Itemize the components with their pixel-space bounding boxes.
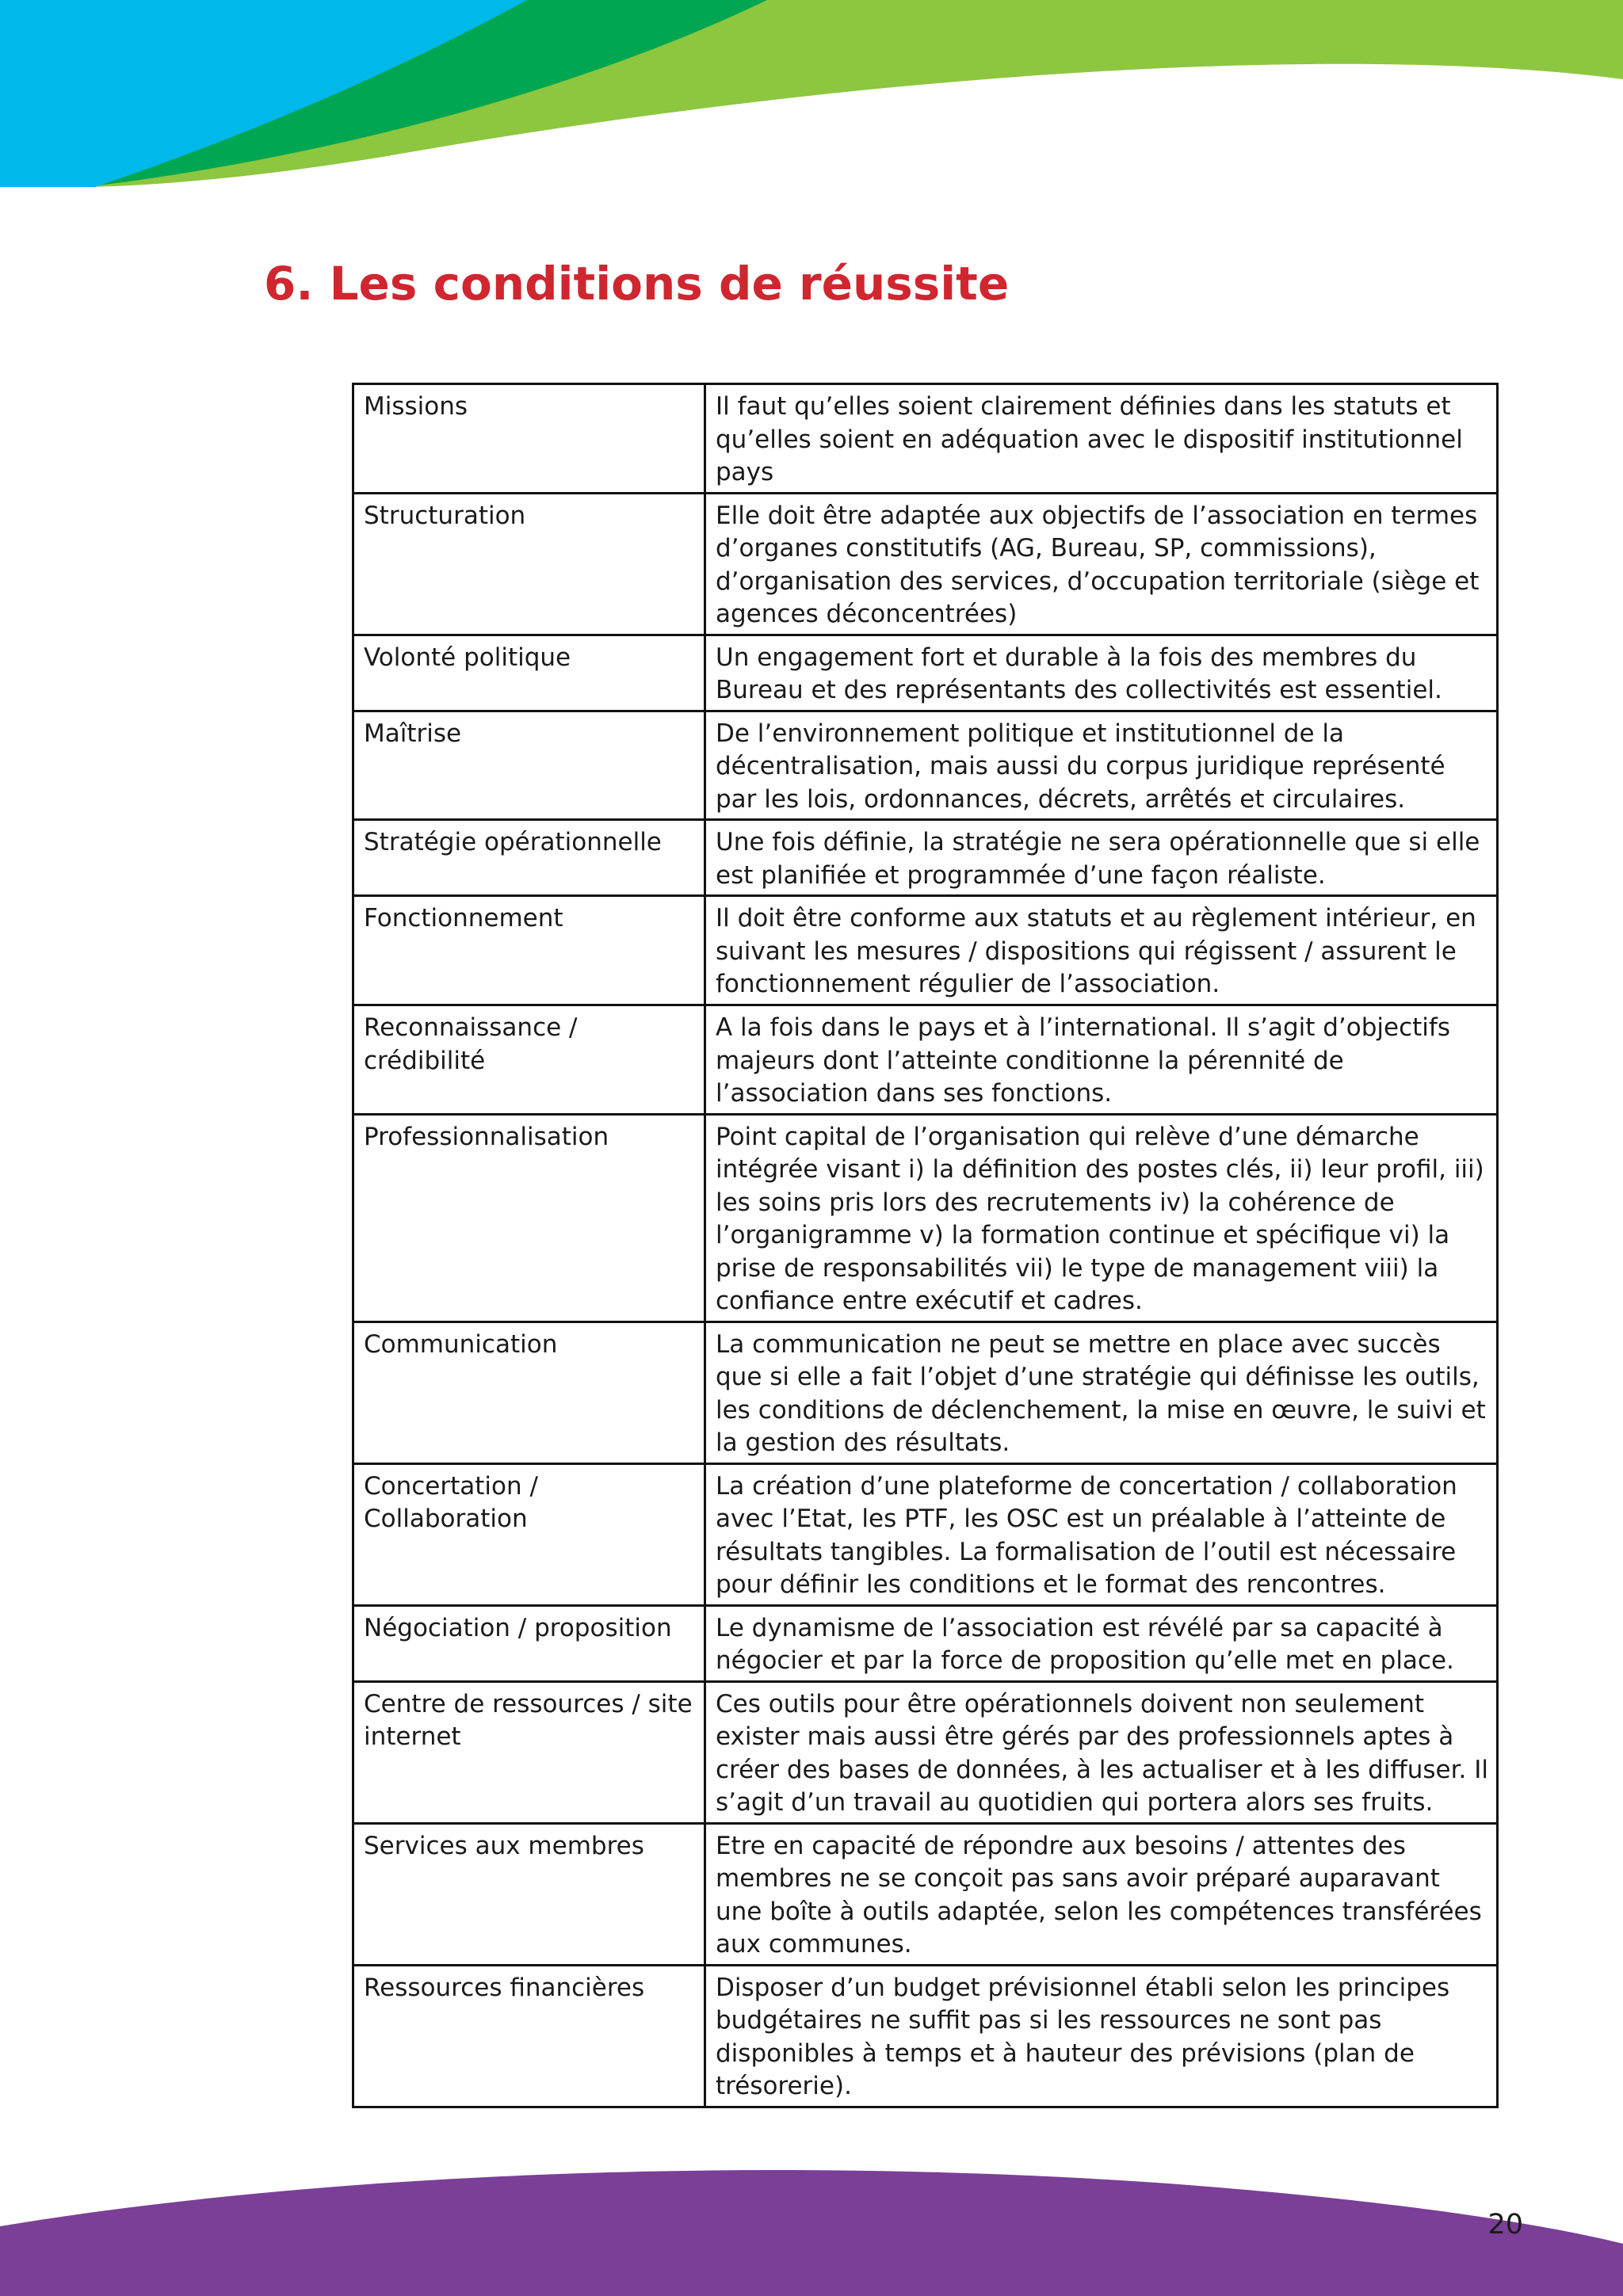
table-row: [353, 1322, 1498, 1463]
condition-label: Centre de ressources / site internet: [353, 1681, 705, 1823]
condition-description: Un engagement fort et durable à la fois des membres du Bureau et des représentants des collectivités est essentiel.: [705, 635, 1498, 711]
condition-description: La création d’une plateforme de concertation / collaboration avec l’Etat, les PTF, les OSC est un préalable à l’atteinte de résultats tangibles. La formalisation de l’outil est nécessaire pour définir les conditions et le format des rencontres.: [705, 1463, 1498, 1605]
condition-description: A la fois dans le pays et à l’international. Il s’agit d’objectifs majeurs dont l’atteinte conditionne la pérennité de l’association dans ses fonctions.: [705, 1005, 1498, 1115]
condition-description: Point capital de l’organisation qui relève d’une démarche intégrée visant i) la définition des postes clés, ii) leur profil, iii) les soins pris lors des recrutements iv) la cohérence de l’organigramme v) la formation continue et spécifique vi) la prise de responsabilités vii) le type de management viii) la confiance entre exécutif et cadres.: [705, 1114, 1498, 1322]
page-number: 20: [1487, 2209, 1523, 2241]
table-row: [353, 1823, 1498, 1965]
table-row: [353, 384, 1498, 494]
condition-description: Ces outils pour être opérationnels doivent non seulement exister mais aussi être gérés par des professionnels aptes à créer des bases de données, à les actualiser et à les diffuser. Il s’agit d’un travail au quotidien qui portera alors ses fruits.: [705, 1681, 1498, 1823]
condition-label: Professionnalisation: [353, 1114, 705, 1322]
condition-label: Communication: [353, 1322, 705, 1463]
table-row: [353, 1463, 1498, 1605]
table-row: [353, 493, 1498, 635]
condition-description: Elle doit être adaptée aux objectifs de l’association en termes d’organes constitutifs (AG, Bureau, SP, commissions), d’organisation des services, d’occupation territoriale (siège et agences déconcentrées): [705, 493, 1498, 635]
condition-label: Ressources financières: [353, 1965, 705, 2107]
table-row: [353, 1965, 1498, 2107]
header-wave-decoration: [0, 0, 1623, 198]
section-title: 6. Les conditions de réussite: [264, 257, 1010, 311]
table-row: [353, 1681, 1498, 1823]
condition-description: Une fois définie, la stratégie ne sera opérationnelle que si elle est planifiée et programmée d’une façon réaliste.: [705, 820, 1498, 896]
condition-description: Il faut qu’elles soient clairement définies dans les statuts et qu’elles soient en adéquation avec le dispositif institutionnel pays: [705, 384, 1498, 494]
table-row: [353, 1605, 1498, 1681]
condition-label: Missions: [353, 384, 705, 494]
table-row: [353, 896, 1498, 1005]
condition-label: Services aux membres: [353, 1823, 705, 1965]
conditions-table-body: [353, 384, 1498, 2107]
condition-label: Structuration: [353, 493, 705, 635]
condition-label: Négociation / proposition: [353, 1605, 705, 1681]
conditions-table: [352, 383, 1499, 2108]
condition-description: Le dynamisme de l’association est révélé par sa capacité à négocier et par la force de proposition qu’elle met en place.: [705, 1605, 1498, 1681]
condition-description: Disposer d’un budget prévisionnel établi selon les principes budgétaires ne suffit pas si les ressources ne sont pas disponibles à temps et à hauteur des prévisions (plan de trésorerie).: [705, 1965, 1498, 2107]
table-row: [353, 820, 1498, 896]
footer-wave-decoration: [0, 2163, 1623, 2296]
condition-description: Il doit être conforme aux statuts et au règlement intérieur, en suivant les mesures / dispositions qui régissent / assurent le fonctionnement régulier de l’association.: [705, 896, 1498, 1005]
table-row: [353, 1005, 1498, 1115]
condition-label: Concertation / Collaboration: [353, 1463, 705, 1605]
condition-label: Reconnaissance / crédibilité: [353, 1005, 705, 1115]
footer-wave-purple: [0, 2170, 1623, 2296]
table-row: [353, 711, 1498, 820]
table-row: [353, 635, 1498, 711]
condition-description: Etre en capacité de répondre aux besoins / attentes des membres ne se conçoit pas sans avoir préparé auparavant une boîte à outils adaptée, selon les compétences transférées aux communes.: [705, 1823, 1498, 1965]
condition-description: De l’environnement politique et institutionnel de la décentralisation, mais aussi du corpus juridique représenté par les lois, ordonnances, décrets, arrêtés et circulaires.: [705, 711, 1498, 820]
table-row: [353, 1114, 1498, 1322]
condition-label: Maîtrise: [353, 711, 705, 820]
condition-description: La communication ne peut se mettre en place avec succès que si elle a fait l’objet d’une stratégie qui définisse les outils, les conditions de déclenchement, la mise en œuvre, le suivi et la gestion des résultats.: [705, 1322, 1498, 1463]
condition-label: Fonctionnement: [353, 896, 705, 1005]
condition-label: Volonté politique: [353, 635, 705, 711]
condition-label: Stratégie opérationnelle: [353, 820, 705, 896]
